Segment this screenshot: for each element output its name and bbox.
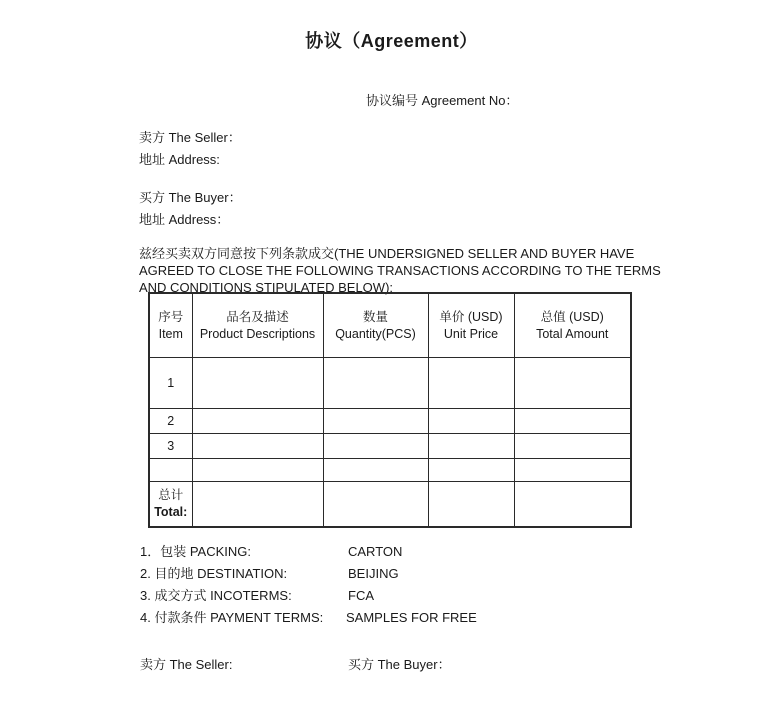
seller-signature-label: 卖方 The Seller: [140, 657, 233, 672]
total-amount-cell [514, 459, 631, 482]
seller-label: 卖方 The Seller： [139, 130, 241, 145]
unit-price-cell [428, 409, 514, 434]
seller-address-label: 地址 Address: [139, 152, 220, 167]
term-label: 1．包装 PACKING: [140, 544, 252, 559]
total-label: 总计 Total: [149, 482, 192, 528]
table-row [149, 358, 631, 409]
product-cell [192, 358, 323, 409]
buyer-address-label: 地址 Address： [139, 212, 230, 227]
table-row [149, 409, 631, 434]
goods-table [148, 292, 632, 528]
item-number: 2 [149, 409, 192, 434]
total-amount-cell [514, 358, 631, 409]
header-quantity: 数量 Quantity(PCS) [323, 293, 428, 358]
term-value: CARTON [348, 544, 403, 559]
product-cell [192, 409, 323, 434]
item-number: 1 [149, 358, 192, 409]
buyer-label: 买方 The Buyer： [139, 190, 242, 205]
buyer-signature-label: 买方 The Buyer： [348, 657, 451, 672]
table-row [149, 459, 631, 482]
table-total-row [149, 482, 631, 528]
agreement-no-label: 协议编号 Agreement No： [366, 93, 519, 108]
product-cell [192, 459, 323, 482]
header-product: 品名及描述 Product Descriptions [192, 293, 323, 358]
header-item: 序号 Item [149, 293, 192, 358]
item-number: 3 [149, 434, 192, 459]
product-cell [192, 434, 323, 459]
unit-price-cell [428, 459, 514, 482]
quantity-cell [323, 459, 428, 482]
quantity-cell [323, 358, 428, 409]
total-amount-cell [514, 482, 631, 528]
term-value: FCA [348, 588, 374, 603]
term-label: 2. 目的地 DESTINATION: [140, 566, 288, 581]
header-total-amount: 总值 (USD) Total Amount [514, 293, 631, 358]
agreement-clause: 兹经买卖双方同意按下列条款成交(THE UNDERSIGNED SELLER AND BUYER HAVE AGREED TO CLOSE THE FOLLOWING TRANSACTIONS ACCORDING TO THE TERMS AND CONDITIONS STIPULATED BELOW): [139, 246, 661, 295]
item-number [149, 459, 192, 482]
unit-price-cell [428, 358, 514, 409]
product-cell [192, 482, 323, 528]
table-header-row [149, 293, 631, 358]
document-title: 协议（Agreement） [305, 31, 478, 51]
term-label: 4. 付款条件 PAYMENT TERMS: [140, 610, 324, 625]
table-row [149, 434, 631, 459]
unit-price-cell [428, 434, 514, 459]
quantity-cell [323, 409, 428, 434]
unit-price-cell [428, 482, 514, 528]
quantity-cell [323, 482, 428, 528]
term-label: 3. 成交方式 INCOTERMS: [140, 588, 292, 603]
quantity-cell [323, 434, 428, 459]
header-unit-price: 单价 (USD) Unit Price [428, 293, 514, 358]
term-value: SAMPLES FOR FREE [346, 610, 477, 625]
term-value: BEIJING [348, 566, 399, 581]
total-amount-cell [514, 434, 631, 459]
total-amount-cell [514, 409, 631, 434]
